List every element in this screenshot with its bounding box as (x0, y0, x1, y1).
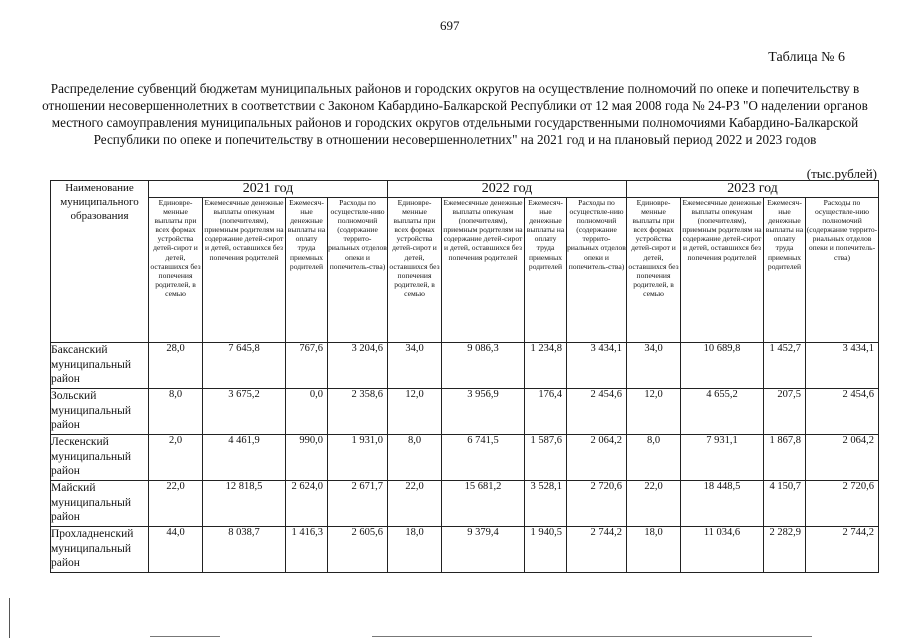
value-cell: 4 461,9 (203, 435, 286, 481)
value-cell: 1 867,8 (764, 435, 806, 481)
value-cell: 8 038,7 (203, 527, 286, 573)
value-cell: 1 416,3 (286, 527, 328, 573)
value-cell: 207,5 (764, 389, 806, 435)
col-header-foster-wages: Ежемесяч-ные денежные выплаты на оплату труда приемных родителей (525, 198, 567, 343)
municipality-name: Лескенский муниципальный район (51, 435, 149, 481)
value-cell: 8,0 (627, 435, 681, 481)
value-cell: 3 204,6 (328, 343, 388, 389)
col-header-foster-wages: Ежемесяч-ные денежные выплаты на оплату труда приемных родителей (286, 198, 328, 343)
value-cell: 2 605,6 (328, 527, 388, 573)
value-cell: 1 940,5 (525, 527, 567, 573)
value-cell: 2 454,6 (806, 389, 879, 435)
scan-bottom-edge (372, 636, 812, 637)
value-cell: 34,0 (388, 343, 442, 389)
column-header-row (51, 198, 879, 343)
value-cell: 4 150,7 (764, 481, 806, 527)
value-cell: 0,0 (286, 389, 328, 435)
year-2023-header: 2023 год (627, 181, 879, 198)
col-header-lump-sum: Единовре-менные выплаты при всех формах устройства детей-сирот и детей, оставшихся без попечения родителей, в семью (627, 198, 681, 343)
value-cell: 18,0 (627, 527, 681, 573)
col-header-lump-sum: Единовре-менные выплаты при всех формах устройства детей-сирот и детей, оставшихся без попечения родителей, в семью (388, 198, 442, 343)
col-header-foster-wages: Ежемесяч-ные денежные выплаты на оплату труда приемных родителей (764, 198, 806, 343)
value-cell: 2 671,7 (328, 481, 388, 527)
year-header-row (51, 181, 879, 198)
col-header-guardian-payments: Ежемесячные денежные выплаты опекунам (попечителям), приемным родителям на содержание детей-сирот и детей, оставшихся без попечения родителей (442, 198, 525, 343)
value-cell: 990,0 (286, 435, 328, 481)
value-cell: 12 818,5 (203, 481, 286, 527)
document-title: Распределение субвенций бюджетам муниципальных районов и городских округов на осуществление полномочий по опеке и попечительству в отношении несовершеннолетних в соответствии с Законом Кабардино-Балкарской Республики от 12 мая 2008 года № 24-РЗ "О наделении органов местного самоуправления муниципальных районов и городских округов отдельными государственными полномочиями Кабардино-Балкарской Республики по опеке и попечительству в отношении несовершеннолетних" на 2021 год и на плановый период 2022 и 2023 годов (42, 81, 868, 147)
table-row (51, 527, 879, 573)
value-cell: 3 956,9 (442, 389, 525, 435)
name-column-header: Наименование муниципального образования (51, 181, 149, 343)
value-cell: 8,0 (149, 389, 203, 435)
value-cell: 11 034,6 (681, 527, 764, 573)
value-cell: 2 744,2 (567, 527, 627, 573)
value-cell: 4 655,2 (681, 389, 764, 435)
municipality-name: Майский муниципальный район (51, 481, 149, 527)
value-cell: 2 720,6 (806, 481, 879, 527)
table-row (51, 343, 879, 389)
col-header-guardian-payments: Ежемесячные денежные выплаты опекунам (попечителям), приемным родителям на содержание детей-сирот и детей, оставшихся без попечения родителей (203, 198, 286, 343)
value-cell: 1 587,6 (525, 435, 567, 481)
year-2022-header: 2022 год (388, 181, 627, 198)
value-cell: 9 086,3 (442, 343, 525, 389)
value-cell: 34,0 (627, 343, 681, 389)
value-cell: 6 741,5 (442, 435, 525, 481)
value-cell: 3 434,1 (806, 343, 879, 389)
municipality-name: Баксанский муниципальный район (51, 343, 149, 389)
value-cell: 22,0 (388, 481, 442, 527)
col-header-lump-sum: Единовре-менные выплаты при всех формах устройства детей-сирот и детей, оставшихся без попечения родителей, в семью (149, 198, 203, 343)
municipality-name: Зольский муниципальный район (51, 389, 149, 435)
value-cell: 44,0 (149, 527, 203, 573)
col-header-admin-expenses: Расходы по осуществле-нию полномочий (содержание террито-риальных отделов опеки и попечитель-ства) (806, 198, 879, 343)
municipality-name: Прохладненский муниципальный район (51, 527, 149, 573)
value-cell: 2 064,2 (806, 435, 879, 481)
value-cell: 18 448,5 (681, 481, 764, 527)
value-cell: 767,6 (286, 343, 328, 389)
value-cell: 176,4 (525, 389, 567, 435)
scan-bottom-edge (150, 636, 220, 637)
value-cell: 10 689,8 (681, 343, 764, 389)
page-number: 697 (440, 18, 460, 33)
value-cell: 18,0 (388, 527, 442, 573)
value-cell: 1 452,7 (764, 343, 806, 389)
col-header-guardian-payments: Ежемесячные денежные выплаты опекунам (попечителям), приемным родителям на содержание детей-сирот и детей, оставшихся без попечения родителей (681, 198, 764, 343)
table-row (51, 389, 879, 435)
value-cell: 9 379,4 (442, 527, 525, 573)
table-label: Таблица № 6 (768, 50, 845, 65)
table-row (51, 435, 879, 481)
year-2021-header: 2021 год (149, 181, 388, 198)
value-cell: 22,0 (149, 481, 203, 527)
value-cell: 12,0 (627, 389, 681, 435)
value-cell: 2 624,0 (286, 481, 328, 527)
col-header-admin-expenses: Расходы по осуществле-нию полномочий (содержание террито-риальных отделов опеки и попечитель-ства) (328, 198, 388, 343)
table-body (51, 343, 879, 573)
value-cell: 8,0 (388, 435, 442, 481)
value-cell: 2,0 (149, 435, 203, 481)
value-cell: 22,0 (627, 481, 681, 527)
value-cell: 3 675,2 (203, 389, 286, 435)
value-cell: 2 720,6 (567, 481, 627, 527)
value-cell: 12,0 (388, 389, 442, 435)
subsidy-table (50, 180, 879, 573)
value-cell: 2 454,6 (567, 389, 627, 435)
col-header-admin-expenses: Расходы по осуществле-нию полномочий (содержание террито-риальных отделов опеки и попечитель-ства) (567, 198, 627, 343)
value-cell: 2 282,9 (764, 527, 806, 573)
value-cell: 1 234,8 (525, 343, 567, 389)
value-cell: 7 931,1 (681, 435, 764, 481)
value-cell: 1 931,0 (328, 435, 388, 481)
value-cell: 2 744,2 (806, 527, 879, 573)
value-cell: 3 528,1 (525, 481, 567, 527)
value-cell: 28,0 (149, 343, 203, 389)
unit-label: (тыс.рублей) (806, 166, 877, 181)
value-cell: 2 358,6 (328, 389, 388, 435)
value-cell: 2 064,2 (567, 435, 627, 481)
value-cell: 3 434,1 (567, 343, 627, 389)
value-cell: 7 645,8 (203, 343, 286, 389)
scan-margin-mark (9, 598, 10, 638)
value-cell: 15 681,2 (442, 481, 525, 527)
table-row (51, 481, 879, 527)
